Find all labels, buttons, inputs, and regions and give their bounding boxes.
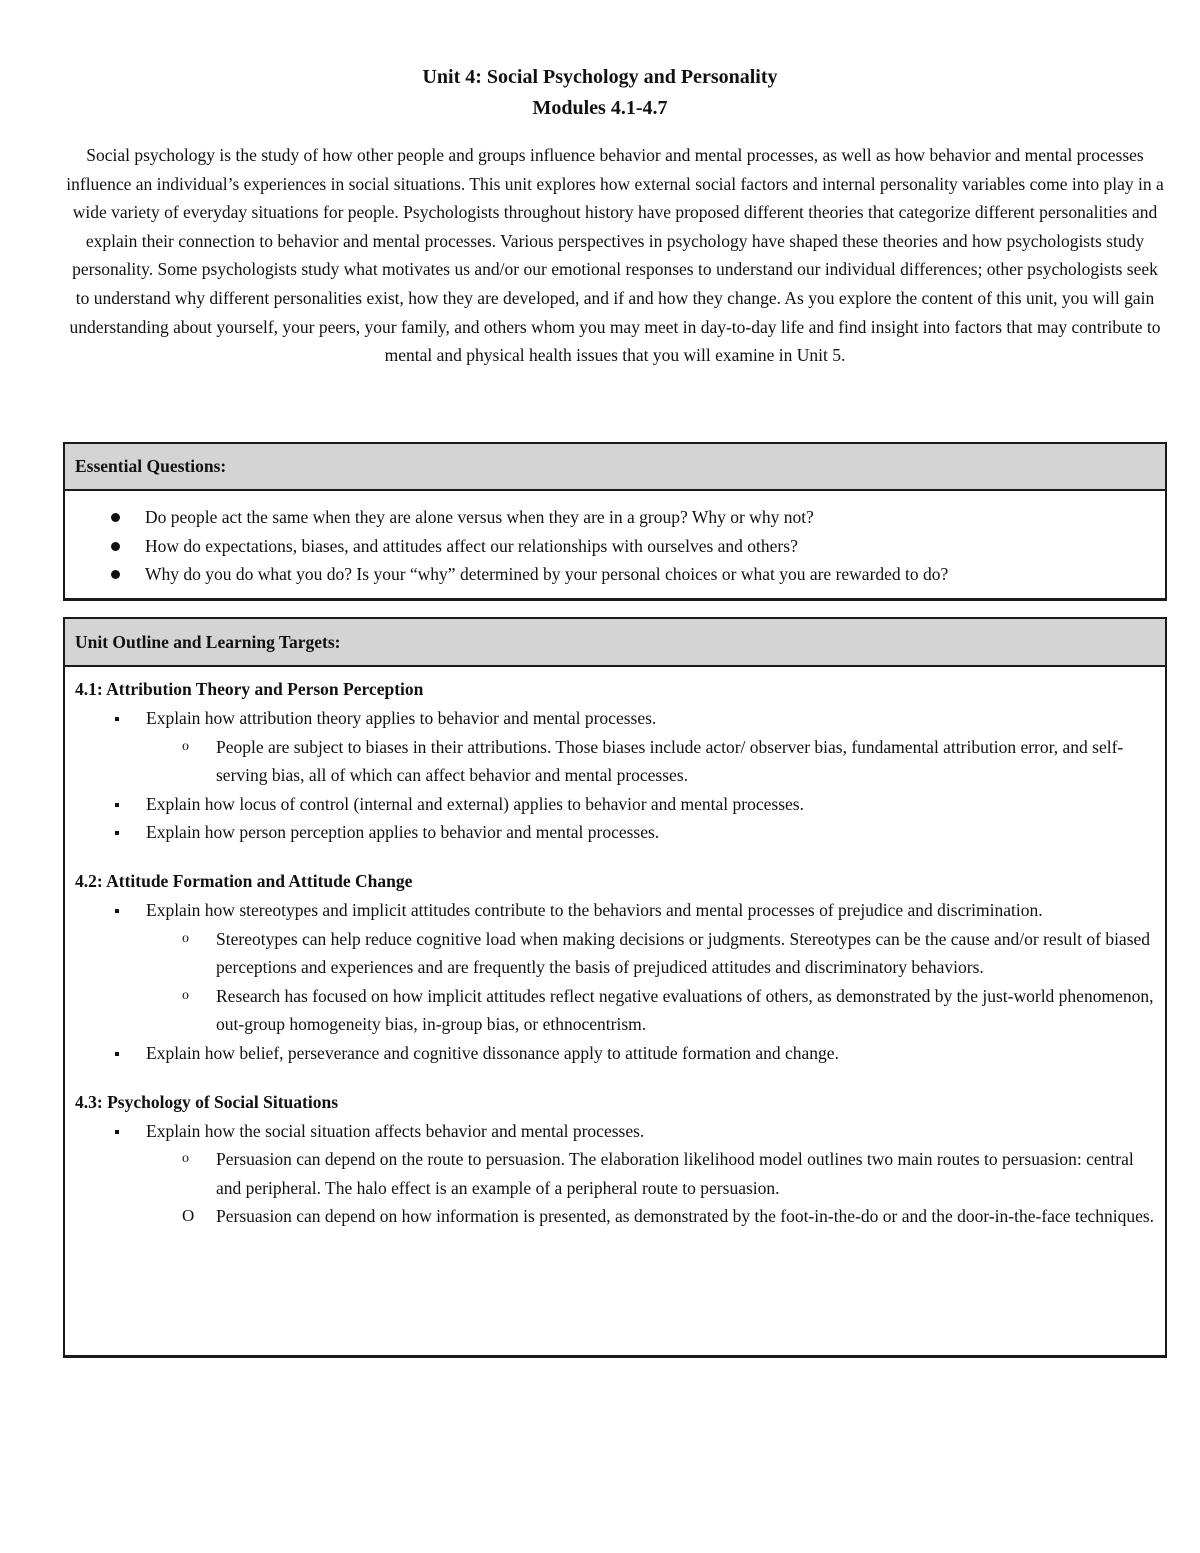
circle-bullet-icon: o <box>182 738 189 754</box>
essential-questions-box <box>63 442 1167 601</box>
learning-target-detail <box>75 1202 1155 1231</box>
page-title: Unit 4: Social Psychology and Personality <box>422 66 778 88</box>
square-bullet-icon <box>115 1130 119 1134</box>
circle-bullet-icon: o <box>182 987 189 1003</box>
learning-target <box>75 1039 1155 1068</box>
circle-bullet-icon: o <box>182 1151 189 1167</box>
learning-target-detail <box>75 925 1155 982</box>
learning-targets-body <box>65 667 1165 1231</box>
square-bullet-icon <box>115 909 119 913</box>
module-4-3 <box>75 1088 1155 1231</box>
learning-target-text: Explain how belief, perseverance and cognitive dissonance apply to attitude formation and change. <box>146 1042 839 1063</box>
learning-targets-box <box>63 617 1167 1358</box>
module-title: 4.3: Psychology of Social Situations <box>75 1091 339 1112</box>
bullet-icon <box>111 570 120 579</box>
learning-target-text: Explain how attribution theory applies to behavior and mental processes. <box>146 708 657 728</box>
module-4-2 <box>75 867 1155 1068</box>
module-title: 4.2: Attitude Formation and Attitude Change <box>75 870 413 891</box>
learning-target-text: Explain how person perception applies to behavior and mental processes. <box>146 822 660 843</box>
learning-target-detail <box>75 1145 1155 1202</box>
module-title: 4.1: Attribution Theory and Person Perception <box>75 679 424 699</box>
learning-target-text: Explain how locus of control (internal and external) applies to behavior and mental processes. <box>146 793 804 814</box>
learning-target-detail <box>75 733 1155 790</box>
module-4-1 <box>75 675 1155 847</box>
circle-bullet-icon: o <box>182 930 189 946</box>
essential-question-text: How do expectations, biases, and attitudes affect our relationships with ourselves and others? <box>145 535 798 556</box>
learning-target-detail-text: Research has focused on how implicit attitudes reflect negative evaluations of others, as demonstrated by the just-world phenomenon, out-group homogeneity bias, in-group bias, or ethnocentrism. <box>216 985 1154 1035</box>
learning-target-detail-text: People are subject to biases in their attributions. Those biases include actor/ observer bias, fundamental attribution error, and self-serving bias, all of which can affect behavior and mental processes. <box>216 736 1124 786</box>
page-subtitle: Modules 4.1-4.7 <box>532 97 668 119</box>
essential-questions-list <box>65 491 1165 589</box>
essential-question-text: Do people act the same when they are alone versus when they are in a group? Why or why not? <box>145 507 814 527</box>
essential-question-text: Why do you do what you do? Is your “why” determined by your personal choices or what you are rewarded to do? <box>145 564 949 585</box>
learning-target <box>75 896 1155 925</box>
learning-target <box>75 1117 1155 1146</box>
learning-target <box>75 818 1155 847</box>
square-bullet-icon <box>115 803 119 807</box>
learning-target-detail-text: Persuasion can depend on the route to persuasion. The elaboration likelihood model outlines two main routes to persuasion: central and peripheral. The halo effect is an example of a peripheral route to persuasion. <box>216 1149 1134 1198</box>
square-bullet-icon <box>115 717 119 721</box>
essential-question <box>65 532 1165 561</box>
square-bullet-icon <box>115 831 119 835</box>
bullet-icon <box>111 542 120 551</box>
learning-target-detail-text: Persuasion can depend on how information is presented, as demonstrated by the foot-in-the-do or and the door-in-the-face techniques. <box>216 1206 1155 1227</box>
title-block <box>0 62 1200 124</box>
essential-questions-heading: Essential Questions: <box>65 444 1165 491</box>
learning-target <box>75 790 1155 819</box>
circle-bullet-icon: O <box>182 1206 195 1226</box>
intro-paragraph: Social psychology is the study of how other people and groups influence behavior and mental processes, as well as how behavior and mental processes influence an individual’s experiences in social situations. This unit explores how external social factors and internal personality variables come into play in a wide variety of everyday situations for people. Psychologists throughout history have proposed different theories that categorize different personalities and explain their connection to behavior and mental processes. Various perspectives in psychology have shaped these theories and how psychologists study personality. Some psychologists study what motivates us and/or our emotional responses to understand our individual differences; other psychologists seek to understand why different personalities exist, how they are developed, and if and how they change. As you explore the content of this unit, you will gain understanding about yourself, your peers, your family, and others whom you may meet in day-to-day life and find insight into factors that may contribute to mental and physical health issues that you will examine in Unit 5. <box>66 145 1164 366</box>
learning-target-text: Explain how the social situation affects behavior and mental processes. <box>146 1120 645 1141</box>
learning-target-text: Explain how stereotypes and implicit attitudes contribute to the behaviors and mental processes of prejudice and discrimination. <box>146 899 1043 920</box>
learning-target-detail-text: Stereotypes can help reduce cognitive load when making decisions or judgments. Stereotypes can be the cause and/or result of biased perceptions and experiences and are frequently the basis of prejudiced attitudes and discriminatory behaviors. <box>216 928 1151 978</box>
learning-targets-heading: Unit Outline and Learning Targets: <box>65 619 1165 667</box>
learning-target <box>75 704 1155 733</box>
essential-question <box>65 560 1165 589</box>
essential-question <box>65 503 1165 532</box>
learning-target-detail <box>75 982 1155 1039</box>
bullet-icon <box>111 513 120 522</box>
square-bullet-icon <box>115 1052 119 1056</box>
